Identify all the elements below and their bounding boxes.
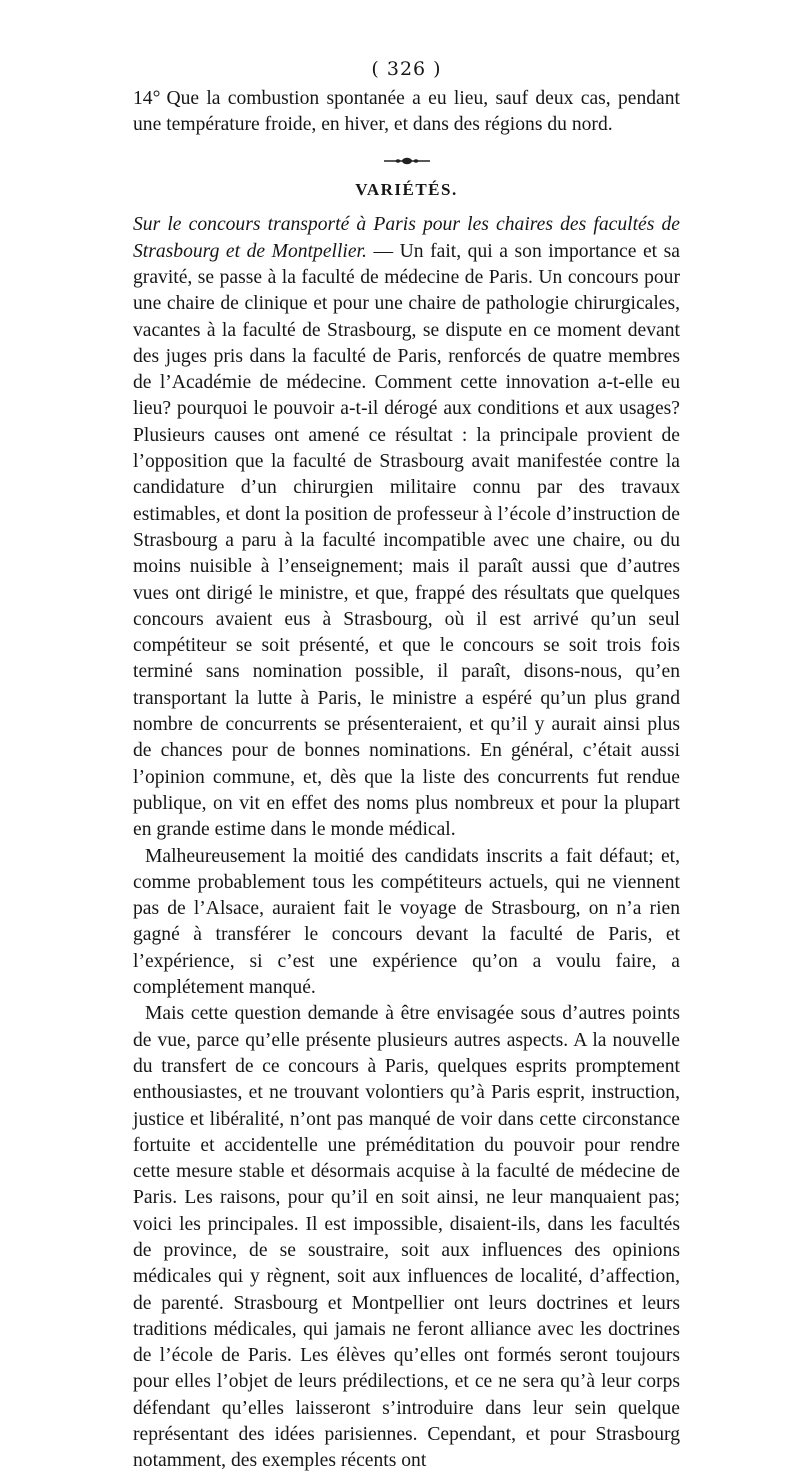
article-body — [133, 212, 680, 1474]
article-paragraph-2: Malheureusement la moitié des candidats inscrits a fait défaut; et, comme probablement tous les compétiteurs actuels, qui ne viennent pas de l’Alsace, auraient fait le voyage de Strasbourg, on n’a rien gagné à transférer le concours devant la faculté de Paris, et l’expérience, si c’est une expérience qu’on a voulu faire, a complétement manqué. — [133, 845, 680, 999]
article-paragraph-3: Mais cette question demande à être envisagée sous d’autres points de vue, parce qu’elle présente plusieurs autres aspects. A la nouvelle du transfert de ce concours à Paris, quelques esprits promptement enthousiastes, et ne trouvant volontiers qu’à Paris esprit, instruction, justice et libéralité, n’ont pas manqué de voir dans cette circonstance fortuite et accidentelle une préméditation du pouvoir pour rendre cette mesure stable et désormais acquise à la faculté de médecine de Paris. Les raisons, pour qu’il en soit ainsi, ne leur manquaient pas; voici les principales. Il est impossible, disaient-ils, dans les facultés de province, de se soustraire, soit aux influences des opinions médicales qui y règnent, soit aux influences de localité, d’affection, de parenté. Strasbourg et Montpellier ont leurs doctrines et leurs traditions médicales, qui jamais ne feront alliance avec les doctrines de l’école de Paris. Les élèves qu’elles ont formés seront toujours pour elles l’objet de leurs prédilections, et ce ne sera qu’à leur corps défendant qu’elles laisseront s’introduire dans leur sein quelque représentant des idées parisiennes. Cependant, et pour Strasbourg notamment, des exemples récents ont — [133, 1003, 680, 1472]
numbered-item-14 — [133, 86, 680, 138]
article-paragraph-1 — [133, 212, 680, 843]
item-text: Que la combustion spontanée a eu lieu, sauf deux cas, pendant une température froide, en hiver, et dans des régions du nord. — [133, 88, 680, 136]
item-label: 14° — [133, 88, 161, 109]
page-number: ( 326 ) — [371, 58, 442, 80]
article-lead-text: — Un fait, qui a son importance et sa gravité, se passe à la faculté de médecine de Paris. Un concours pour une chaire de clinique et pour une chaire de pathologie chirurgicales, vacantes à la faculté de Strasbourg, se dispute en ce moment devant des juges pris dans la faculté de Paris, renforcés de quatre membres de l’Académie de médecine. Comment cette innovation a-t-elle eu lieu? pourquoi le pouvoir a-t-il dérogé aux conditions et aux usages? Plusieurs causes ont amené ce résultat : la principale provient de l’opposition que la faculté de Strasbourg avait manifestée contre la candidature d’un chirurgien militaire connu par des travaux estimables, et dont la position de professeur à l’école d’instruction de Strasbourg a paru à la faculté incompatible avec une chaire, ou du moins nuisible à l’enseignement; mais il paraît aussi que d’autres vues ont dirigé le ministre, et que, frappé des résultats que quelques concours avaient eus à Strasbourg, où il est arrivé qu’un seul compétiteur se soit présenté, et que le concours se soit trois fois terminé sans nomination possible, il paraît, disons-nous, qu’en transportant la lutte à Paris, le ministre a espéré qu’un plus grand nombre de concurrents se présenteraient, et qu’il y aurait ainsi plus de chances pour de bonnes nominations. En général, c’était aussi l’opinion commune, et, dès que la liste des concurrents fut rendue publique, on vit en effet des noms plus nombreux et pour la plupart en grande estime dans le monde médical. — [133, 240, 680, 841]
section-heading: VARIÉTÉS. — [355, 180, 458, 200]
article-lead-title: Sur le concours transporté à Paris pour les chaires des facultés de Strasbourg et de Montpellier. — [133, 214, 680, 262]
section-divider-ornament — [382, 156, 432, 166]
